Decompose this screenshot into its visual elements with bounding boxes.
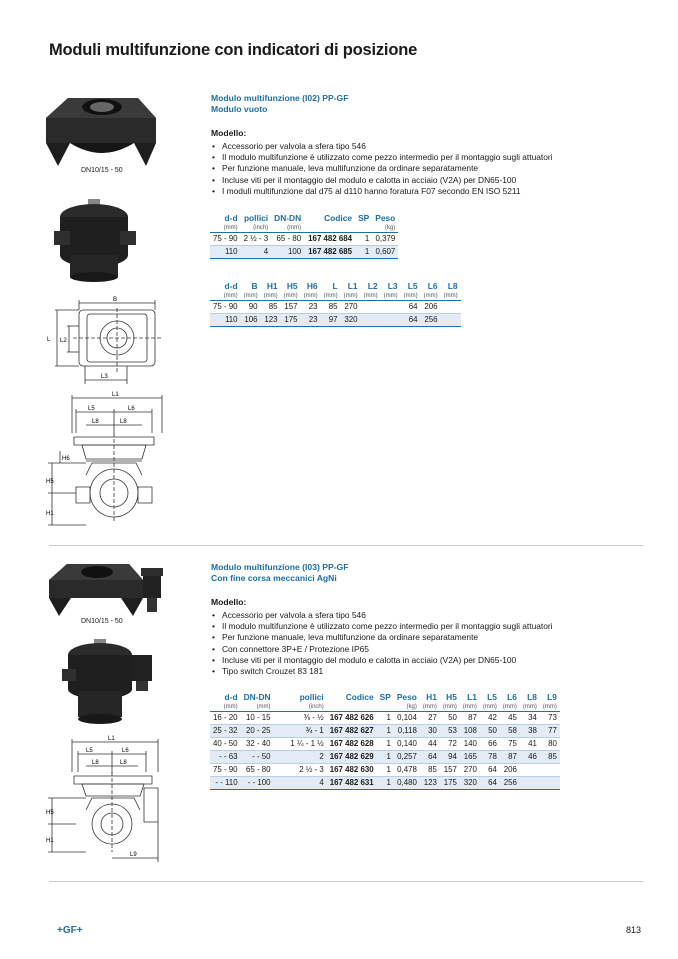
table-cell: 175 bbox=[281, 314, 301, 327]
unit-cell: (inch) bbox=[274, 703, 327, 712]
table-cell: 0,118 bbox=[394, 725, 420, 738]
table-cell bbox=[361, 314, 381, 327]
table-cell: 75 - 90 bbox=[210, 233, 241, 246]
table-cell: ¾ - 1 bbox=[274, 725, 327, 738]
dim-label-h5: H5 bbox=[46, 810, 54, 816]
list-item: • Accessorio per valvola a sfera tipo 546 bbox=[211, 141, 553, 152]
list-item: • Accessorio per valvola a sfera tipo 546 bbox=[211, 610, 553, 621]
table-row bbox=[210, 738, 560, 751]
unit-cell: (mm) bbox=[480, 703, 500, 712]
col-header: Peso bbox=[375, 213, 396, 223]
table-cell: ⅜ - ½ bbox=[274, 712, 327, 725]
table-cell: 42 bbox=[480, 712, 500, 725]
table-cell bbox=[441, 301, 461, 314]
section2-model-label: Modello: bbox=[211, 597, 247, 607]
table-cell: 270 bbox=[460, 764, 480, 777]
col-header: Peso bbox=[396, 692, 417, 702]
table-cell: 23 bbox=[301, 314, 321, 327]
list-item: • Il modulo multifunzione è utilizzato come pezzo intermedio per il montaggio sugli attuatori bbox=[211, 152, 553, 163]
table-cell: 87 bbox=[500, 751, 520, 764]
dim-label-l6: L6 bbox=[122, 748, 129, 754]
table-cell: 1 bbox=[355, 246, 372, 259]
list-item: • Per funzione manuale, leva multifunzione da ordinare separatamente bbox=[211, 632, 553, 643]
unit-cell: (mm) bbox=[520, 703, 540, 712]
dim-label-h1: H1 bbox=[46, 838, 54, 844]
table-cell: 0,480 bbox=[394, 777, 420, 790]
unit-cell: (mm) bbox=[210, 703, 241, 712]
table-cell: 16 - 20 bbox=[210, 712, 241, 725]
table-cell bbox=[520, 777, 540, 790]
dim-label-l: L bbox=[47, 337, 51, 343]
table-cell: 32 - 40 bbox=[241, 738, 274, 751]
module-i02-assembly-photo bbox=[50, 193, 140, 283]
table-cell: 23 bbox=[301, 301, 321, 314]
dim-label-l8b: L8 bbox=[120, 419, 127, 425]
dim-label-l8a: L8 bbox=[92, 760, 99, 766]
col-header: DN-DN bbox=[274, 213, 302, 223]
unit-cell: (mm) bbox=[301, 292, 321, 301]
table-cell: 320 bbox=[460, 777, 480, 790]
unit-cell: (kg) bbox=[394, 703, 420, 712]
unit-cell bbox=[355, 224, 372, 233]
table-cell: 44 bbox=[420, 738, 440, 751]
section1-title-line2: Modulo vuoto bbox=[211, 104, 268, 114]
unit-cell: (mm) bbox=[210, 224, 241, 233]
section2-title-line2: Con fine corsa meccanici AgNi bbox=[211, 573, 337, 583]
unit-cell: (mm) bbox=[210, 292, 241, 301]
table-cell bbox=[540, 764, 560, 777]
table-cell: 206 bbox=[500, 764, 520, 777]
table-row bbox=[210, 246, 398, 259]
col-header: L9 bbox=[547, 692, 557, 702]
table-cell: 1 bbox=[377, 712, 394, 725]
section1-model-label: Modello: bbox=[211, 128, 247, 138]
table-cell: 34 bbox=[520, 712, 540, 725]
col-header: L8 bbox=[527, 692, 537, 702]
table-cell: 123 bbox=[420, 777, 440, 790]
module-i02-photo bbox=[38, 88, 158, 168]
table-cell: 256 bbox=[421, 314, 441, 327]
col-header: Codice bbox=[324, 213, 353, 223]
table-cell: 73 bbox=[540, 712, 560, 725]
table-cell: 1 bbox=[377, 738, 394, 751]
dn-label: DN10/15 - 50 bbox=[81, 167, 123, 174]
table-cell: 90 bbox=[241, 301, 261, 314]
col-header: SP bbox=[358, 213, 370, 223]
table-cell: 2 bbox=[274, 751, 327, 764]
table-row bbox=[210, 777, 560, 790]
list-item: • Per funzione manuale, leva multifunzione da ordinare separatamente bbox=[211, 163, 553, 174]
table-cell: 157 bbox=[440, 764, 460, 777]
page-number: 813 bbox=[626, 925, 642, 935]
table-row bbox=[210, 233, 398, 246]
unit-cell: (mm) bbox=[441, 292, 461, 301]
col-header: L5 bbox=[407, 281, 418, 291]
col-header: SP bbox=[379, 692, 391, 702]
col-header: Codice bbox=[345, 692, 374, 702]
module-i03-photo bbox=[45, 558, 165, 620]
table-cell: 4 bbox=[274, 777, 327, 790]
unit-cell: (mm) bbox=[500, 703, 520, 712]
table-cell: 10 - 15 bbox=[241, 712, 274, 725]
table-cell: 20 - 25 bbox=[241, 725, 274, 738]
table-cell: 1 bbox=[377, 764, 394, 777]
table-cell: 45 bbox=[500, 712, 520, 725]
dim-label-l8a: L8 bbox=[92, 419, 99, 425]
table-cell: 94 bbox=[440, 751, 460, 764]
dim-label-h6: H6 bbox=[62, 456, 70, 462]
table-cell: 110 bbox=[210, 314, 241, 327]
dim-label-l2: L2 bbox=[60, 338, 67, 344]
dn-label: DN10/15 - 50 bbox=[81, 618, 123, 625]
list-item: • I moduli multifunzione dal d75 al d110 hanno foratura F07 secondo EN ISO 5211 bbox=[211, 186, 553, 197]
dim-label-l9: L9 bbox=[130, 852, 137, 858]
unit-cell bbox=[304, 224, 355, 233]
table-cell: 100 bbox=[271, 246, 304, 259]
col-header: DN-DN bbox=[243, 692, 271, 702]
table-cell: - - 50 bbox=[241, 751, 274, 764]
list-item: • Tipo switch Crouzet 83 181 bbox=[211, 666, 553, 677]
module-i03-side-view-drawing bbox=[46, 736, 171, 866]
table-cell: 0,478 bbox=[394, 764, 420, 777]
col-header: L8 bbox=[447, 281, 458, 291]
section2-title-line1: Modulo multifunzione (I03) PP-GF bbox=[211, 562, 349, 572]
module-i02-side-view-drawing bbox=[46, 393, 171, 533]
unit-cell: (mm) bbox=[241, 292, 261, 301]
table-cell: 175 bbox=[440, 777, 460, 790]
table-cell: 85 bbox=[261, 301, 281, 314]
table-cell: 108 bbox=[460, 725, 480, 738]
table-cell: 1 bbox=[355, 233, 372, 246]
col-header: H5 bbox=[446, 692, 457, 702]
col-header: H6 bbox=[306, 281, 318, 291]
section-divider bbox=[49, 545, 643, 546]
table-row bbox=[210, 301, 461, 314]
table-cell: 4 bbox=[241, 246, 272, 259]
table-cell: 167 482 685 bbox=[304, 246, 355, 259]
table-cell: 1 bbox=[377, 725, 394, 738]
table-cell: 65 - 80 bbox=[241, 764, 274, 777]
dim-label-l3: L3 bbox=[101, 374, 108, 380]
dim-label-h5: H5 bbox=[46, 479, 54, 485]
table-cell: 270 bbox=[341, 301, 361, 314]
col-header: L5 bbox=[487, 692, 497, 702]
table-cell: 0,379 bbox=[372, 233, 398, 246]
section1-title bbox=[211, 93, 349, 115]
dim-label-l6: L6 bbox=[128, 406, 135, 412]
table-cell: 66 bbox=[480, 738, 500, 751]
unit-cell: (mm) bbox=[341, 292, 361, 301]
col-header: L2 bbox=[367, 281, 378, 291]
table-cell: 30 bbox=[420, 725, 440, 738]
table-cell: 320 bbox=[341, 314, 361, 327]
section2-spec-table bbox=[210, 692, 560, 790]
dim-label-l1: L1 bbox=[112, 392, 119, 398]
table-cell: 0,607 bbox=[372, 246, 398, 259]
table-cell: 206 bbox=[421, 301, 441, 314]
table-cell: 64 bbox=[480, 777, 500, 790]
table-cell: 50 bbox=[440, 712, 460, 725]
table-cell: 167 482 629 bbox=[327, 751, 377, 764]
dim-label-l1: L1 bbox=[108, 736, 115, 742]
table-cell: - - 100 bbox=[241, 777, 274, 790]
col-header: L1 bbox=[347, 281, 358, 291]
table-cell: 110 bbox=[210, 246, 241, 259]
list-item: • Con connettore 3P+E / Protezione IP65 bbox=[211, 644, 553, 655]
table-cell: - - 110 bbox=[210, 777, 241, 790]
table-cell: 87 bbox=[460, 712, 480, 725]
unit-cell: (mm) bbox=[460, 703, 480, 712]
section1-order-table bbox=[210, 213, 398, 259]
table-cell: 167 482 628 bbox=[327, 738, 377, 751]
table-cell: 256 bbox=[500, 777, 520, 790]
table-cell bbox=[520, 764, 540, 777]
table-cell: 64 bbox=[401, 301, 421, 314]
table-cell: 65 - 80 bbox=[271, 233, 304, 246]
table-row bbox=[210, 764, 560, 777]
table-cell: 85 bbox=[420, 764, 440, 777]
table-cell: 123 bbox=[261, 314, 281, 327]
col-header: L6 bbox=[507, 692, 517, 702]
unit-cell: (mm) bbox=[421, 292, 441, 301]
section1-feature-list bbox=[211, 141, 553, 197]
module-i02-top-view-drawing bbox=[47, 296, 165, 386]
dim-label-b: B bbox=[113, 297, 118, 303]
table-cell: 75 - 90 bbox=[210, 764, 241, 777]
table-cell: 2 ½ - 3 bbox=[241, 233, 272, 246]
unit-cell: (inch) bbox=[241, 224, 272, 233]
module-i03-assembly-photo bbox=[60, 635, 164, 727]
col-header: H5 bbox=[286, 281, 298, 291]
table-cell: 157 bbox=[281, 301, 301, 314]
dim-label-h1: H1 bbox=[46, 511, 54, 517]
table-cell: - - 63 bbox=[210, 751, 241, 764]
col-header: H1 bbox=[266, 281, 278, 291]
table-cell: 75 - 90 bbox=[210, 301, 241, 314]
table-cell: 80 bbox=[540, 738, 560, 751]
table-cell bbox=[361, 301, 381, 314]
table-cell: 78 bbox=[480, 751, 500, 764]
col-header: pollici bbox=[243, 213, 269, 223]
table-cell: 0,140 bbox=[394, 738, 420, 751]
table-cell: 1 bbox=[377, 777, 394, 790]
unit-cell: (mm) bbox=[361, 292, 381, 301]
table-cell: 38 bbox=[520, 725, 540, 738]
table-cell: 58 bbox=[500, 725, 520, 738]
table-cell: 40 - 50 bbox=[210, 738, 241, 751]
col-header: L1 bbox=[467, 692, 477, 702]
table-cell: 167 482 627 bbox=[327, 725, 377, 738]
dim-label-l8b: L8 bbox=[120, 760, 127, 766]
table-cell bbox=[441, 314, 461, 327]
table-cell: 140 bbox=[460, 738, 480, 751]
unit-cell: (mm) bbox=[540, 703, 560, 712]
unit-cell: (mm) bbox=[420, 703, 440, 712]
table-cell: 64 bbox=[480, 764, 500, 777]
table-cell: 165 bbox=[460, 751, 480, 764]
table-cell: 85 bbox=[540, 751, 560, 764]
unit-cell: (mm) bbox=[241, 703, 274, 712]
table-cell: 2 ½ - 3 bbox=[274, 764, 327, 777]
table-cell: 1 ¼ - 1 ½ bbox=[274, 738, 327, 751]
section1-dimension-table bbox=[210, 281, 461, 327]
table-cell: 0,257 bbox=[394, 751, 420, 764]
section1-title-line1: Modulo multifunzione (I02) PP-GF bbox=[211, 93, 349, 103]
col-header: d-d bbox=[224, 692, 238, 702]
unit-cell bbox=[377, 703, 394, 712]
unit-cell: (mm) bbox=[281, 292, 301, 301]
table-cell: 167 482 630 bbox=[327, 764, 377, 777]
dim-label-l5: L5 bbox=[88, 406, 95, 412]
table-row bbox=[210, 314, 461, 327]
col-header: L3 bbox=[387, 281, 398, 291]
table-cell: 1 bbox=[377, 751, 394, 764]
unit-cell: (mm) bbox=[271, 224, 304, 233]
unit-cell: (mm) bbox=[401, 292, 421, 301]
table-cell: 167 482 684 bbox=[304, 233, 355, 246]
col-header: L6 bbox=[427, 281, 438, 291]
unit-cell: (mm) bbox=[381, 292, 401, 301]
table-cell bbox=[381, 314, 401, 327]
section2-feature-list bbox=[211, 610, 553, 677]
list-item: • Il modulo multifunzione è utilizzato come pezzo intermedio per il montaggio sugli attuatori bbox=[211, 621, 553, 632]
table-cell: 167 482 631 bbox=[327, 777, 377, 790]
table-row bbox=[210, 712, 560, 725]
unit-cell: (kg) bbox=[372, 224, 398, 233]
table-cell: 106 bbox=[241, 314, 261, 327]
table-row bbox=[210, 751, 560, 764]
list-item: • Incluse viti per il montaggio del modulo e calotta in acciaio (V2A) per DN65-100 bbox=[211, 655, 553, 666]
col-header: B bbox=[251, 281, 258, 291]
gf-logo: +GF+ bbox=[57, 925, 83, 936]
table-cell: 50 bbox=[480, 725, 500, 738]
col-header: pollici bbox=[299, 692, 324, 702]
table-cell: 64 bbox=[401, 314, 421, 327]
col-header: d-d bbox=[224, 281, 238, 291]
table-row bbox=[210, 725, 560, 738]
table-cell: 167 482 626 bbox=[327, 712, 377, 725]
table-cell: 27 bbox=[420, 712, 440, 725]
table-cell: 64 bbox=[420, 751, 440, 764]
col-header: H1 bbox=[426, 692, 437, 702]
page-title: Moduli multifunzione con indicatori di posizione bbox=[49, 41, 418, 59]
table-cell bbox=[381, 301, 401, 314]
unit-cell: (mm) bbox=[261, 292, 281, 301]
dim-label-l5: L5 bbox=[86, 748, 93, 754]
list-item: • Incluse viti per il montaggio del modulo e calotta in acciaio (V2A) per DN65-100 bbox=[211, 175, 553, 186]
table-cell: 53 bbox=[440, 725, 460, 738]
section-divider bbox=[49, 881, 643, 882]
unit-cell bbox=[327, 703, 377, 712]
table-cell: 0,104 bbox=[394, 712, 420, 725]
table-cell: 97 bbox=[321, 314, 341, 327]
table-cell: 25 - 32 bbox=[210, 725, 241, 738]
table-cell: 72 bbox=[440, 738, 460, 751]
table-cell: 75 bbox=[500, 738, 520, 751]
section2-title bbox=[211, 562, 349, 584]
table-cell: 77 bbox=[540, 725, 560, 738]
table-cell: 41 bbox=[520, 738, 540, 751]
table-cell: 46 bbox=[520, 751, 540, 764]
table-cell: 85 bbox=[321, 301, 341, 314]
unit-cell: (mm) bbox=[440, 703, 460, 712]
col-header: L bbox=[332, 281, 338, 291]
table-cell bbox=[540, 777, 560, 790]
col-header: d-d bbox=[224, 213, 238, 223]
unit-cell: (mm) bbox=[321, 292, 341, 301]
